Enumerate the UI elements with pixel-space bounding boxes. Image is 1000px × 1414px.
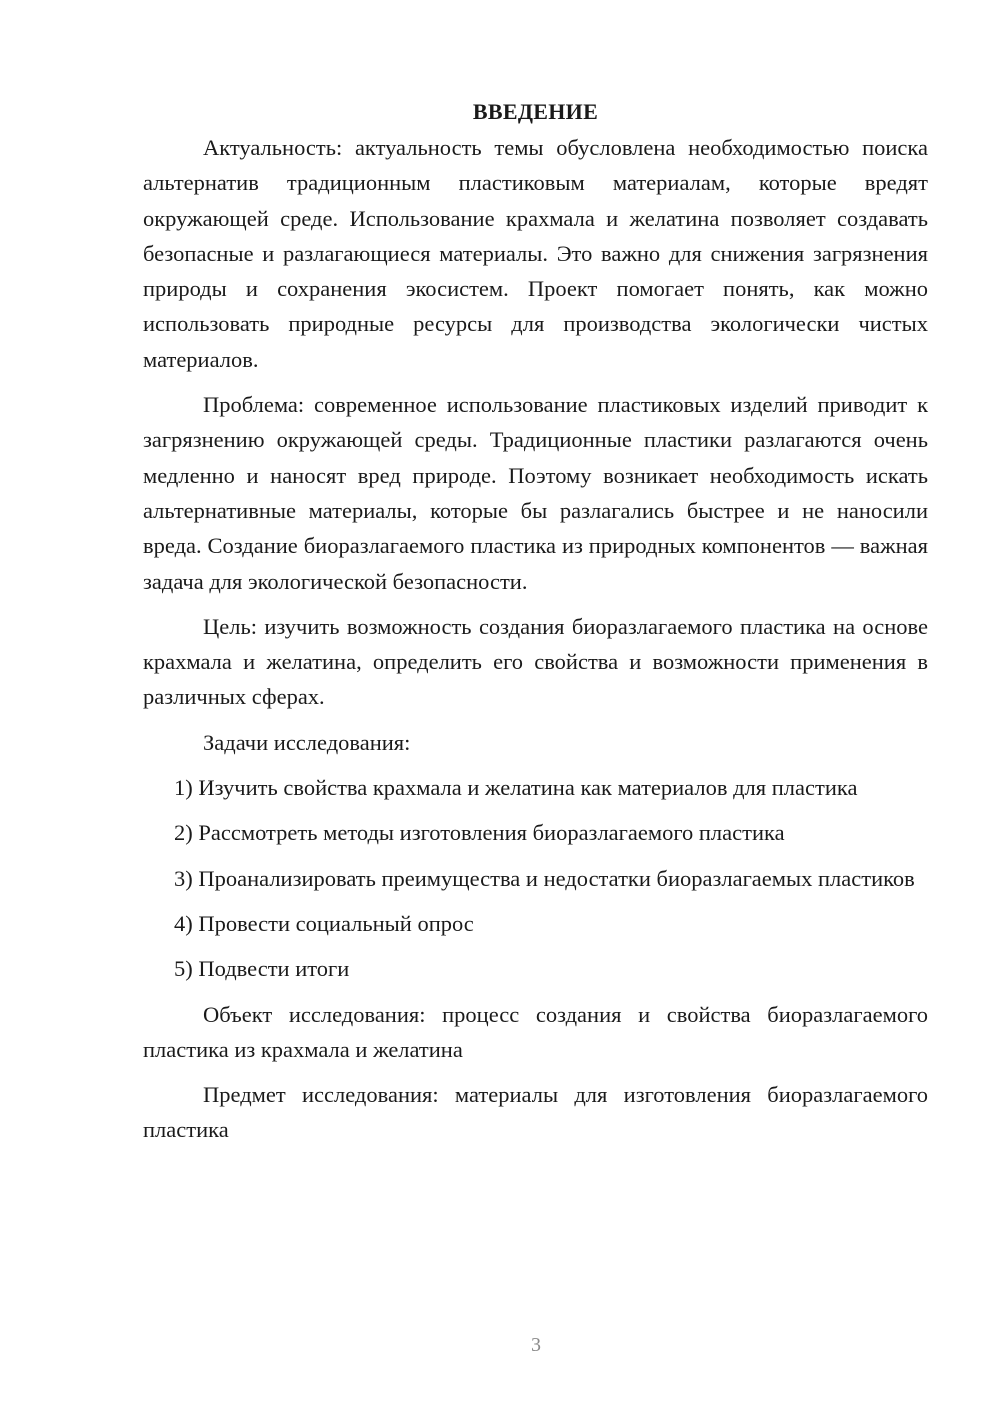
page-number: 3	[531, 1334, 541, 1356]
paragraph-subject: Предмет исследования: материалы для изготовления биоразлагаемого пластика	[143, 1082, 928, 1143]
list-item: 1) Изучить свойства крахмала и желатина как материалов для пластика	[174, 775, 858, 801]
paragraph-object: Объект исследования: процесс создания и свойства биоразлагаемого пластика из крахмала и желатина	[143, 1001, 928, 1062]
list-item: 5) Подвести итоги	[174, 956, 350, 982]
paragraph-problem: Проблема: современное использование пластиковых изделий приводит к загрязнению окружающей среды. Традиционные пластики разлагаются очень медленно и наносят вред природе. Поэтому возникает необходимость искать альтернативные материалы, которые бы разлагались быстрее и не наносили вреда. Создание биоразлагаемого пластика из природных компонентов — важная задача для экологической безопасности.	[143, 392, 928, 594]
list-item: 2) Рассмотреть методы изготовления биоразлагаемого пластика	[174, 820, 785, 846]
tasks-heading: Задачи исследования:	[203, 729, 411, 755]
document-page	[143, 94, 928, 1158]
paragraph-goal: Цель: изучить возможность создания биоразлагаемого пластика на основе крахмала и желатина, определить его свойства и возможности применения в различных сферах.	[143, 613, 928, 710]
page-title: ВВЕДЕНИЕ	[472, 99, 599, 124]
paragraph-relevance: Актуальность: актуальность темы обусловлена необходимостью поиска альтернатив традиционным пластиковым материалам, которые вредят окружающей среде. Использование крахмала и желатина позволяет создавать безопасные и разлагающиеся материалы. Это важно для снижения загрязнения природы и сохранения экосистем. Проект помогает понять, как можно использовать природные ресурсы для производства экологически чистых материалов.	[143, 135, 928, 372]
list-item: 3) Проанализировать преимущества и недостатки биоразлагаемых пластиков	[174, 865, 915, 891]
list-item: 4) Провести социальный опрос	[174, 910, 474, 936]
